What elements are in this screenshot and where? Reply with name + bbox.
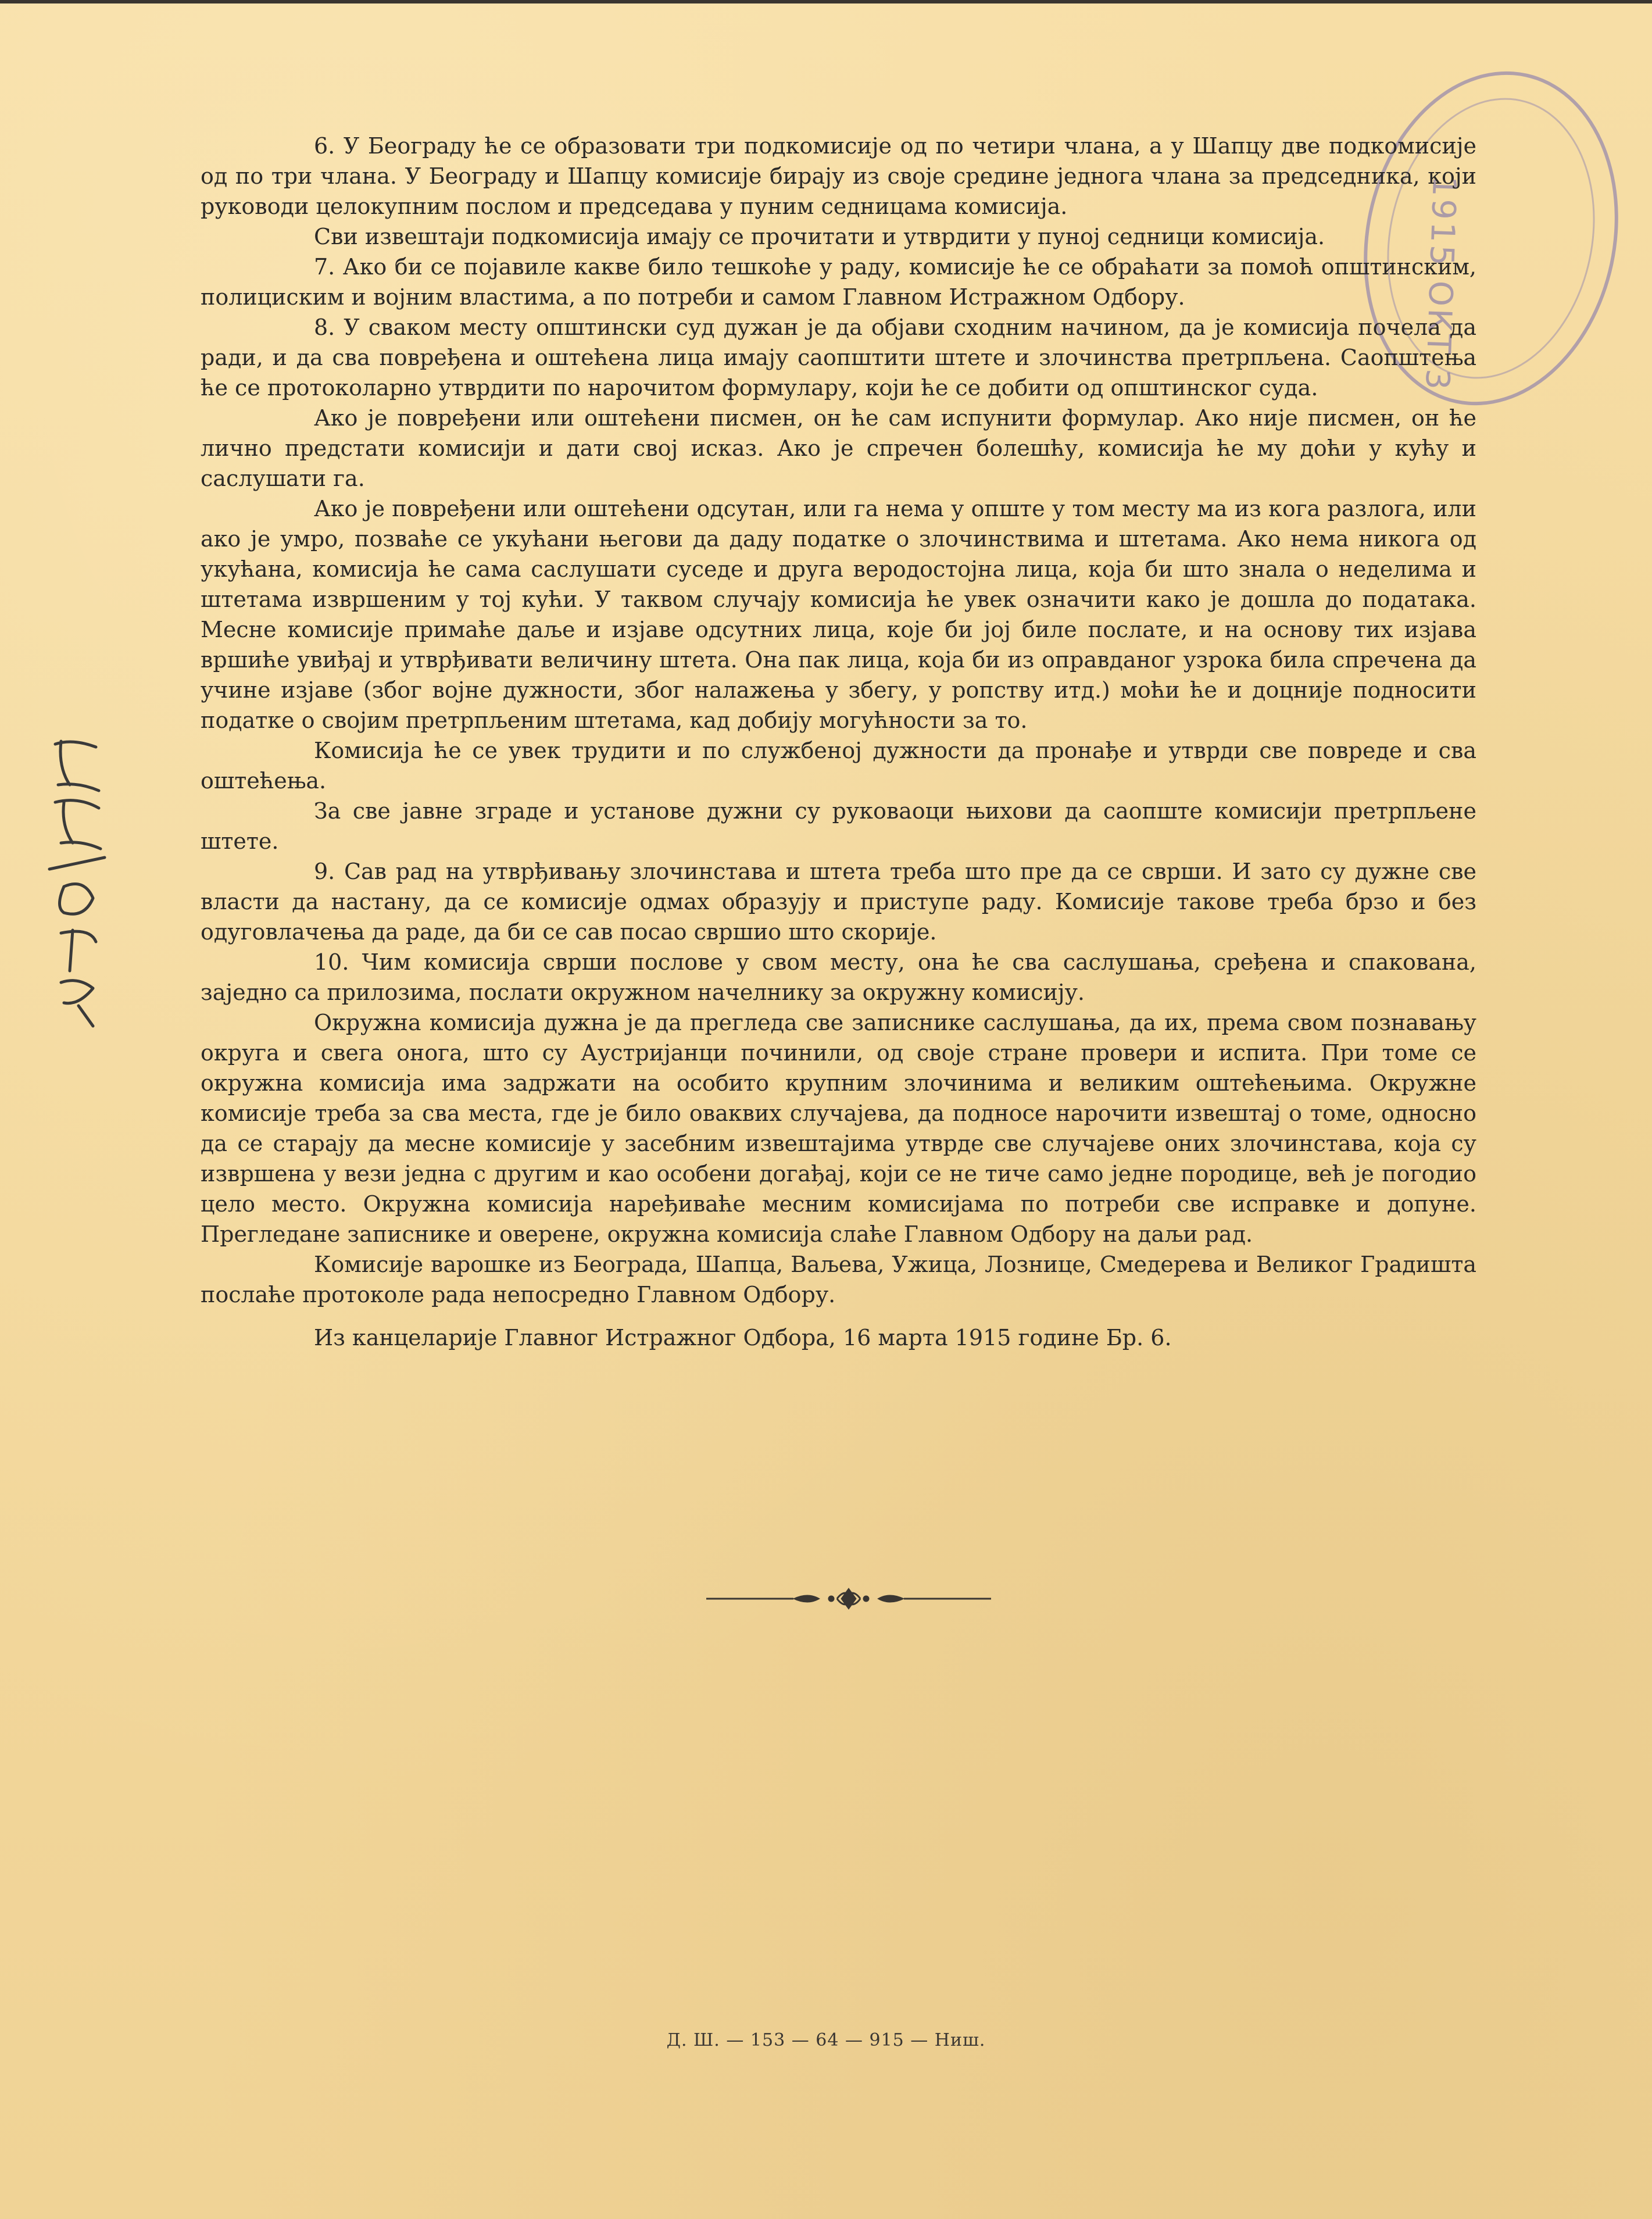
handwritten-stroke (55, 801, 101, 849)
closing-line: Из канцеларије Главног Истражног Одбора, 16 марта 1915 године Бр. 6. (314, 1325, 1172, 1350)
document-body (201, 131, 1476, 1353)
paragraph: 6. У Београду ће се образовати три подкомисије од по четири члана, а у Шапцу две подкомисије од по три члана. У Београду и Шапцу комисије бирају из своје средине једнога члана за председника, који руководи целокупним послом и председава у пуним седницама комисија. (201, 133, 1476, 219)
ornamental-divider (706, 1581, 991, 1616)
handwritten-stroke (61, 930, 96, 971)
handwritten-stroke (55, 741, 99, 791)
paragraph: Окружна комисија дужна је да прегледа све записнике саслушања, да их, према свом познавању округа и свега онога, што су Аустријанци починили, од своје стране провери и испита. При томе се окружна комисија има задржати на особито крупним злочинима и великим оштећењима. Окружне комисије треба за сва места, где је било оваквих случајева, да подносе нарочити извештај о томе, односно да се старају да месне комисије у засебним извештајима утврде све случајеве оних злочинстава, која су извршена у вези једна с другим и као особени догађај, који се не тиче само једне породице, већ је погодио цело место. Окружна комисија наређиваће месним комисијама по потреби све исправке и допуне. Прегледане записнике и оверене, окружна комисија слаће Главном Одбору на даљи рад. (201, 1010, 1476, 1247)
paragraph: 8. У сваком месту општински суд дужан је да објави сходним начином, да је комисија почела да ради, и да сва повређена и оштећена лица имају саопштити штете и злочинства претрпљена. Саопштења ће се протоколарно утврдити по нарочитом формулару, који ће се добити од општинског суда. (201, 315, 1476, 401)
paragraph: 9. Сав рад на утврђивању злочинстава и штета треба што пре да се сврши. И зато су дужне све власти да настану, да се комисије одмах образују и приступе раду. Комисије такове треба брзо и без одуговлачења да раде, да би се сав посао свршио што скорије. (201, 859, 1476, 945)
paragraph: 7. Ако би се појавиле какве било тешкоће у раду, комисије ће се обраћати за помоћ општинским, полициским и војним властима, а по потреби и самом Главном Истражном Одбору. (201, 254, 1476, 310)
paragraph: Комисија ће се увек трудити и по службеној дужности да пронађе и утврди све повреде и сва оштећења. (201, 738, 1476, 794)
handwritten-archive-number (38, 732, 113, 1035)
paragraph: Сви извештаји подкомисија имају се прочитати и утврдити у пуној седници комисија. (314, 224, 1325, 249)
paragraph: Ако је повређени или оштећени писмен, он ће сам испунити формулар. Ако није писмен, он ће лично предстати комисији и дати свој исказ. Ако је спречен болешћу, комисија ће му доћи у кућу и саслушати га. (201, 405, 1476, 491)
printer-imprint: Д. Ш. — 153 — 64 — 915 — Ниш. (666, 2030, 986, 2050)
stamp-date-text: 1915 ОКТ 3 (1418, 175, 1464, 393)
handwritten-stroke (49, 857, 105, 869)
handwritten-stroke (60, 884, 94, 914)
paragraph: Комисије варошке из Београда, Шапца, Ваљева, Ужица, Лознице, Смедерева и Великог Градишта послаће протоколе рада непосредно Главном Одбору. (201, 1252, 1476, 1307)
paragraph: За све јавне зграде и установе дужни су руковаоци њихови да саопште комисији претрпљене штете. (201, 798, 1476, 854)
paragraph: 10. Чим комисија сврши послове у свом месту, она ће сва саслушања, сређена и спакована, заједно са прилозима, послати окружном начелнику за окружну комисију. (201, 949, 1476, 1005)
handwritten-stroke (61, 981, 93, 1026)
scan-top-edge (0, 0, 1652, 3)
paragraph: Ако је повређени или оштећени одсутан, или га нема у опште у том месту ма из кога разлога, или ако је умро, позваће се укућани његови да даду податке о злочинствима и штетама. Ако нема никога од укућана, комисија ће сама саслушати суседе и друга веродостојна лица, која би што знала о неделима и штетама извршеним у тој кући. У таквом случају комисија ће увек означити како је дошла до података. Месне комисије примаће даље и изјаве одсутних лица, које би јој биле послате, и на основу тих изјава вршиће увиђај и утврђивати величину штета. Она пак лица, која би из оправданог узрока била спречена да учине изјаве (због војне дужности, због налажења у збегу, у ропству итд.) моћи ће и доцније подносити податке о својим претрпљеним штетама, кад добију могућности за то. (201, 496, 1476, 733)
